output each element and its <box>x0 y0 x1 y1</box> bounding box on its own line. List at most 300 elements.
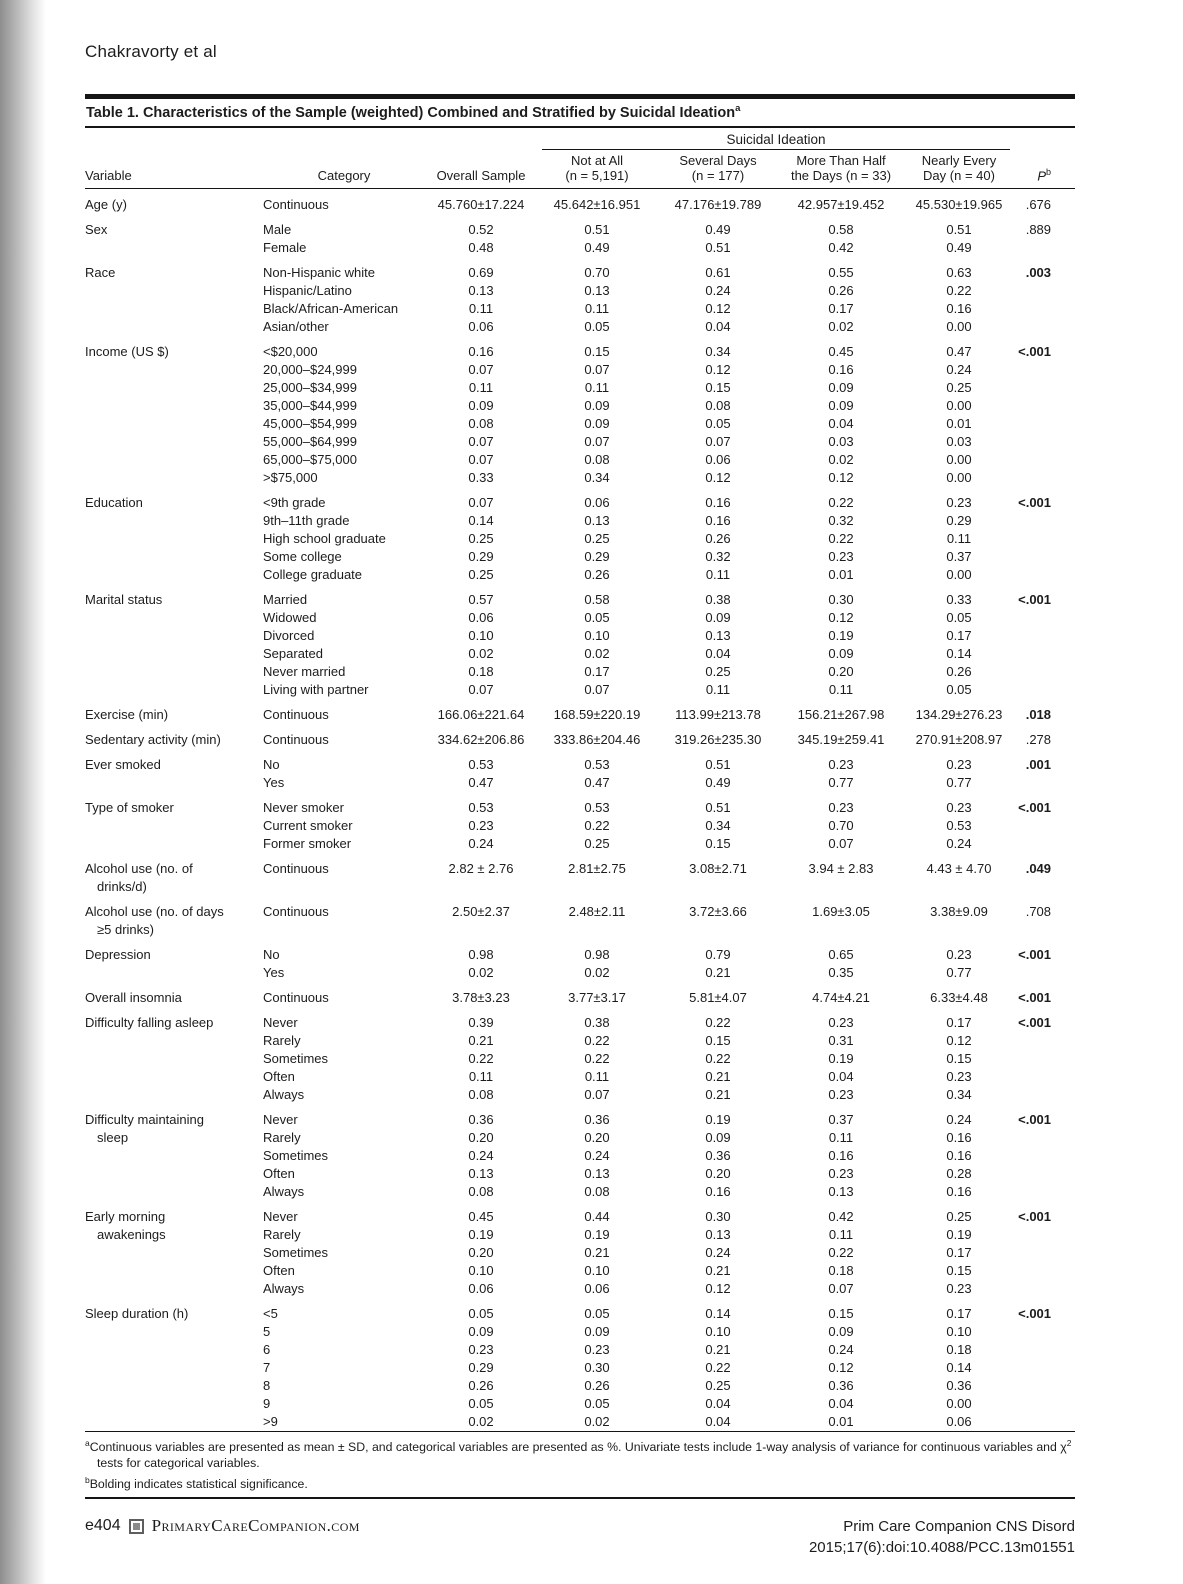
value-cell: 113.99±213.78 <box>675 706 761 722</box>
value-cell: 0.11 <box>584 300 610 316</box>
table-row <box>85 1201 1075 1226</box>
value-cell: 0.16 <box>946 1183 972 1199</box>
value-cell: 0.06 <box>705 451 731 467</box>
table-row <box>85 1007 1075 1032</box>
value-cell: 0.53 <box>468 799 494 815</box>
variable-label: ≥5 drinks) <box>97 921 154 937</box>
value-cell: 0.06 <box>584 494 610 510</box>
value-cell: 0.51 <box>705 239 731 255</box>
value-cell: 0.53 <box>946 817 972 833</box>
category-cell: Continuous <box>263 731 329 747</box>
value-cell: 0.13 <box>468 1165 494 1181</box>
variable-label: Alcohol use (no. of <box>85 860 193 876</box>
value-cell: 0.01 <box>946 415 972 431</box>
col-header-line: (n = 5,191) <box>565 168 629 184</box>
value-cell: 0.05 <box>584 1305 610 1321</box>
p-value-cell: .018 <box>1025 706 1052 722</box>
value-cell: 0.30 <box>705 1208 731 1224</box>
value-cell: 0.04 <box>705 318 731 334</box>
value-cell: 0.09 <box>705 609 731 625</box>
table-title <box>85 94 1075 128</box>
value-cell: 0.13 <box>468 282 494 298</box>
value-cell: 0.33 <box>468 469 494 485</box>
variable-cell <box>85 939 263 982</box>
value-cell: 0.18 <box>828 1262 854 1278</box>
value-cell: 0.12 <box>828 1359 854 1375</box>
value-cell: 0.24 <box>828 1341 854 1357</box>
footer-left <box>85 1516 360 1536</box>
value-cell: 0.23 <box>946 799 972 815</box>
value-cell: 0.12 <box>828 609 854 625</box>
category-cell: 5 <box>263 1323 271 1339</box>
value-cell: 0.42 <box>828 239 854 255</box>
value-cell: 0.10 <box>705 1323 731 1339</box>
value-cell: 0.77 <box>946 774 972 790</box>
value-cell: 0.09 <box>705 1129 731 1145</box>
value-cell: 0.11 <box>584 1068 610 1084</box>
category-cell: Never <box>263 1208 298 1224</box>
value-cell: 3.72±3.66 <box>689 903 747 919</box>
value-cell: 0.06 <box>584 1280 610 1296</box>
value-cell: 0.09 <box>828 645 854 661</box>
value-cell: 2.81±2.75 <box>568 860 626 876</box>
value-cell: 0.21 <box>705 1086 731 1102</box>
value-cell: 0.25 <box>946 379 972 395</box>
table-row <box>85 792 1075 817</box>
category-cell: Continuous <box>263 860 329 876</box>
variable-label: Difficulty falling asleep <box>85 1014 214 1030</box>
value-cell: 0.16 <box>828 361 854 377</box>
value-cell: 3.38±9.09 <box>930 903 988 919</box>
col-header-line: (n = 177) <box>691 168 745 184</box>
value-cell: 0.29 <box>946 512 972 528</box>
value-cell: 0.20 <box>468 1129 494 1145</box>
value-cell: 0.03 <box>828 433 854 449</box>
value-cell: 0.23 <box>828 548 854 564</box>
category-cell: Sometimes <box>263 1244 329 1260</box>
value-cell: 0.12 <box>705 300 731 316</box>
value-cell: 0.02 <box>584 1413 610 1429</box>
value-cell: 0.14 <box>946 1359 972 1375</box>
table-row <box>85 853 1075 896</box>
value-cell: 0.12 <box>946 1032 972 1048</box>
value-cell: 0.09 <box>584 1323 610 1339</box>
value-cell: 0.15 <box>946 1050 972 1066</box>
value-cell: 0.00 <box>946 451 972 467</box>
value-cell: 270.91±208.97 <box>915 731 1003 747</box>
table-row <box>85 982 1075 1007</box>
value-cell: 0.24 <box>946 1111 972 1127</box>
value-cell: 0.51 <box>705 756 731 772</box>
value-cell: 0.26 <box>468 1377 494 1393</box>
value-cell: 0.13 <box>584 1165 610 1181</box>
table-row <box>85 1104 1075 1129</box>
value-cell: 0.05 <box>584 318 610 334</box>
variable-label: sleep <box>97 1129 129 1145</box>
col-header-line: Several Days <box>679 152 757 168</box>
value-cell: 0.29 <box>468 548 494 564</box>
value-cell: 0.23 <box>946 494 972 510</box>
value-cell: 0.07 <box>828 835 854 851</box>
variable-label: Exercise (min) <box>85 706 169 722</box>
value-cell: 0.23 <box>946 1068 972 1084</box>
table-footnotes <box>85 1432 1075 1499</box>
value-cell: 0.34 <box>705 817 731 833</box>
value-cell: 3.08±2.71 <box>689 860 747 876</box>
footnote-a <box>85 1435 1075 1472</box>
category-cell: Divorced <box>263 627 315 643</box>
value-cell: 0.36 <box>705 1147 731 1163</box>
variable-label: Alcohol use (no. of days <box>85 903 224 919</box>
value-cell: 0.02 <box>584 964 610 980</box>
value-cell: 0.13 <box>705 627 731 643</box>
category-cell: College graduate <box>263 566 363 582</box>
variable-label: Age (y) <box>85 196 127 212</box>
value-cell: 0.11 <box>705 566 731 582</box>
p-value-cell: .049 <box>1025 860 1052 876</box>
value-cell: 0.31 <box>828 1032 854 1048</box>
value-cell: 0.08 <box>584 1183 610 1199</box>
variable-label: Race <box>85 264 116 280</box>
value-cell: 0.34 <box>946 1086 972 1102</box>
value-cell: 0.22 <box>705 1014 731 1030</box>
variable-label: awakenings <box>97 1226 166 1242</box>
variable-label: Early morning <box>85 1208 166 1224</box>
value-cell: 42.957±19.452 <box>797 196 885 212</box>
value-cell: 0.09 <box>584 415 610 431</box>
value-cell: 45.642±16.951 <box>553 196 641 212</box>
value-cell: 0.26 <box>828 282 854 298</box>
variable-label: Sleep duration (h) <box>85 1305 189 1321</box>
value-cell: 0.22 <box>828 494 854 510</box>
value-cell: 0.04 <box>705 1395 731 1411</box>
value-cell: 0.24 <box>468 835 494 851</box>
value-cell: 0.17 <box>946 1305 972 1321</box>
value-cell: 0.63 <box>946 264 972 280</box>
value-cell: 0.18 <box>468 663 494 679</box>
category-cell: Hispanic/Latino <box>263 282 352 298</box>
value-cell: 0.07 <box>584 433 610 449</box>
value-cell: 0.11 <box>828 1226 854 1242</box>
value-cell: 0.29 <box>584 548 610 564</box>
category-cell: Often <box>263 1262 295 1278</box>
value-cell: 0.36 <box>468 1111 494 1127</box>
value-cell: 0.16 <box>946 300 972 316</box>
value-cell: 0.15 <box>828 1305 854 1321</box>
value-cell: 0.23 <box>946 1280 972 1296</box>
value-cell: 0.98 <box>584 946 610 962</box>
value-cell: 0.12 <box>705 361 731 377</box>
footnote-b-marker: b <box>85 1474 90 1485</box>
chi-symbol: χ <box>1060 1439 1067 1454</box>
category-cell: 9 <box>263 1395 271 1411</box>
value-cell: 0.22 <box>705 1359 731 1375</box>
value-cell: 0.09 <box>468 1323 494 1339</box>
value-cell: 0.14 <box>468 512 494 528</box>
value-cell: 0.07 <box>468 494 494 510</box>
value-cell: 0.06 <box>468 1280 494 1296</box>
table-row <box>85 584 1075 609</box>
variable-label: Difficulty maintaining <box>85 1111 204 1127</box>
table-row <box>85 257 1075 282</box>
value-cell: 0.16 <box>946 1147 972 1163</box>
category-cell: Black/African-American <box>263 300 399 316</box>
value-cell: 0.21 <box>705 1341 731 1357</box>
value-cell: 0.05 <box>946 609 972 625</box>
footnote-a-marker: a <box>85 1437 90 1448</box>
table-row <box>85 699 1075 724</box>
value-cell: 0.32 <box>828 512 854 528</box>
value-cell: 0.10 <box>468 1262 494 1278</box>
value-cell: 0.22 <box>584 817 610 833</box>
value-cell: 0.23 <box>828 799 854 815</box>
value-cell: 0.21 <box>468 1032 494 1048</box>
value-cell: 0.20 <box>828 663 854 679</box>
variable-cell <box>85 896 263 939</box>
value-cell: 0.11 <box>468 300 494 316</box>
value-cell: 0.07 <box>468 361 494 377</box>
value-cell: 0.39 <box>468 1014 494 1030</box>
value-cell: 0.98 <box>468 946 494 962</box>
citation <box>809 1516 1075 1558</box>
value-cell: 0.10 <box>946 1323 972 1339</box>
value-cell: 0.61 <box>705 264 731 280</box>
value-cell: 0.09 <box>828 397 854 413</box>
value-cell: 0.06 <box>468 318 494 334</box>
category-cell: Continuous <box>263 989 329 1005</box>
value-cell: 1.69±3.05 <box>812 903 870 919</box>
value-cell: 0.22 <box>828 530 854 546</box>
category-cell: Often <box>263 1068 295 1084</box>
table-body <box>85 188 1075 1431</box>
value-cell: 0.07 <box>468 681 494 697</box>
value-cell: 0.04 <box>828 415 854 431</box>
variable-cell <box>85 749 263 792</box>
value-cell: 0.25 <box>705 1377 731 1393</box>
category-cell: Widowed <box>263 609 317 625</box>
col-header-variable: Variable <box>85 150 263 189</box>
value-cell: 0.04 <box>828 1068 854 1084</box>
p-symbol: P <box>1037 168 1046 184</box>
value-cell: 0.23 <box>468 817 494 833</box>
value-cell: 0.05 <box>584 609 610 625</box>
p-value-cell: .708 <box>1025 903 1052 919</box>
value-cell: 0.05 <box>946 681 972 697</box>
category-cell: Separated <box>263 645 323 661</box>
value-cell: 0.52 <box>468 221 494 237</box>
value-cell: 0.11 <box>468 1068 494 1084</box>
value-cell: 0.10 <box>468 627 494 643</box>
value-cell: 0.00 <box>946 1395 972 1411</box>
col-header-nearly-every-day <box>903 150 1015 189</box>
category-cell: Never smoker <box>263 799 344 815</box>
category-cell: Always <box>263 1086 305 1102</box>
category-cell: Some college <box>263 548 342 564</box>
value-cell: 0.15 <box>705 1032 731 1048</box>
col-header-category: Category <box>263 150 425 189</box>
p-value-cell: <.001 <box>1018 1014 1052 1030</box>
p-value-cell: <.001 <box>1018 591 1052 607</box>
value-cell: 0.08 <box>705 397 731 413</box>
category-cell: Yes <box>263 964 285 980</box>
value-cell: 0.20 <box>468 1244 494 1260</box>
category-cell: Living with partner <box>263 681 369 697</box>
value-cell: 2.48±2.11 <box>568 903 626 919</box>
value-cell: 0.25 <box>468 530 494 546</box>
value-cell: 0.25 <box>584 835 610 851</box>
category-cell: Always <box>263 1183 305 1199</box>
value-cell: 0.20 <box>584 1129 610 1145</box>
value-cell: 0.17 <box>946 1244 972 1260</box>
value-cell: 0.07 <box>828 1280 854 1296</box>
value-cell: 0.21 <box>584 1244 610 1260</box>
value-cell: 0.29 <box>468 1359 494 1375</box>
category-cell: >$75,000 <box>263 469 318 485</box>
running-head: Chakravorty et al <box>85 42 217 61</box>
value-cell: 0.02 <box>584 645 610 661</box>
value-cell: 0.12 <box>705 469 731 485</box>
value-cell: 0.08 <box>468 1086 494 1102</box>
value-cell: 0.14 <box>705 1305 731 1321</box>
value-cell: 0.34 <box>705 343 731 359</box>
value-cell: 0.24 <box>705 1244 731 1260</box>
value-cell: 0.06 <box>946 1413 972 1429</box>
value-cell: 0.19 <box>946 1226 972 1242</box>
journal-logo-icon <box>129 1519 144 1534</box>
citation-journal: Prim Care Companion CNS Disord <box>843 1518 1075 1535</box>
value-cell: 0.08 <box>584 451 610 467</box>
p-value-cell: <.001 <box>1018 989 1052 1005</box>
value-cell: 0.04 <box>828 1395 854 1411</box>
variable-cell <box>85 1104 263 1201</box>
value-cell: 0.15 <box>584 343 610 359</box>
col-header-more-than-half <box>779 150 903 189</box>
variable-cell <box>85 699 263 724</box>
value-cell: 0.23 <box>828 1086 854 1102</box>
value-cell: 4.74±4.21 <box>812 989 870 1005</box>
value-cell: 156.21±267.98 <box>797 706 885 722</box>
value-cell: 0.58 <box>828 221 854 237</box>
category-cell: 6 <box>263 1341 271 1357</box>
category-cell: Female <box>263 239 307 255</box>
value-cell: 0.00 <box>946 318 972 334</box>
variable-cell <box>85 792 263 853</box>
citation-doi: 2015;17(6):doi:10.4088/PCC.13m01551 <box>808 1539 1075 1556</box>
value-cell: 0.22 <box>584 1050 610 1066</box>
variable-label: drinks/d) <box>97 878 147 894</box>
p-value-cell: <.001 <box>1018 494 1052 510</box>
value-cell: 0.11 <box>828 681 854 697</box>
category-cell: 7 <box>263 1359 271 1375</box>
page-number: e404 <box>85 1517 121 1534</box>
table-row <box>85 188 1075 214</box>
value-cell: 0.35 <box>828 964 854 980</box>
value-cell: 0.07 <box>468 433 494 449</box>
value-cell: 0.23 <box>946 756 972 772</box>
value-cell: 3.94 ± 2.83 <box>808 860 874 876</box>
value-cell: 0.17 <box>584 663 610 679</box>
value-cell: 0.48 <box>468 239 494 255</box>
value-cell: 0.08 <box>468 415 494 431</box>
col-header-overall-sample: Overall Sample <box>425 150 537 189</box>
category-cell: Rarely <box>263 1032 301 1048</box>
variable-cell <box>85 853 263 896</box>
spanner-suicidal-ideation: Suicidal Ideation <box>542 132 1010 150</box>
value-cell: 0.19 <box>828 627 854 643</box>
value-cell: 0.08 <box>468 1183 494 1199</box>
p-value-cell: <.001 <box>1018 799 1052 815</box>
value-cell: 0.07 <box>705 433 731 449</box>
p-value-cell: <.001 <box>1018 1111 1052 1127</box>
value-cell: 0.17 <box>946 1014 972 1030</box>
variable-label: Income (US $) <box>85 343 169 359</box>
value-cell: 0.12 <box>828 469 854 485</box>
value-cell: 0.47 <box>468 774 494 790</box>
value-cell: 0.51 <box>705 799 731 815</box>
value-cell: 0.24 <box>946 361 972 377</box>
value-cell: 0.10 <box>584 1262 610 1278</box>
value-cell: 0.07 <box>584 681 610 697</box>
value-cell: 166.06±221.64 <box>437 706 525 722</box>
category-cell: Never married <box>263 663 346 679</box>
value-cell: 0.22 <box>584 1032 610 1048</box>
category-cell: Current smoker <box>263 817 353 833</box>
p-value-cell: .001 <box>1025 756 1052 772</box>
value-cell: 0.16 <box>946 1129 972 1145</box>
value-cell: 0.23 <box>946 946 972 962</box>
value-cell: 0.26 <box>584 1377 610 1393</box>
value-cell: 0.07 <box>468 451 494 467</box>
variable-cell <box>85 1298 263 1432</box>
value-cell: 333.86±204.46 <box>553 731 641 747</box>
value-cell: 0.19 <box>468 1226 494 1242</box>
variable-label: Education <box>85 494 143 510</box>
category-cell: No <box>263 756 280 772</box>
category-cell: 8 <box>263 1377 271 1393</box>
value-cell: 0.23 <box>584 1341 610 1357</box>
value-cell: 0.10 <box>584 627 610 643</box>
variable-label: Ever smoked <box>85 756 161 772</box>
value-cell: 0.24 <box>705 282 731 298</box>
category-cell: <$20,000 <box>263 343 318 359</box>
value-cell: 0.36 <box>828 1377 854 1393</box>
value-cell: 3.78±3.23 <box>452 989 510 1005</box>
value-cell: 0.30 <box>584 1359 610 1375</box>
variable-cell <box>85 724 263 749</box>
value-cell: 0.19 <box>828 1050 854 1066</box>
table-row <box>85 939 1075 964</box>
value-cell: 0.03 <box>946 433 972 449</box>
p-value-cell: <.001 <box>1018 343 1052 359</box>
category-cell: Asian/other <box>263 318 329 334</box>
value-cell: 0.16 <box>705 494 731 510</box>
value-cell: 134.29±276.23 <box>915 706 1003 722</box>
value-cell: 0.49 <box>946 239 972 255</box>
variable-cell <box>85 982 263 1007</box>
value-cell: 0.11 <box>584 379 610 395</box>
value-cell: 0.47 <box>946 343 972 359</box>
chi-exponent: 2 <box>1066 1437 1072 1448</box>
value-cell: 0.13 <box>584 282 610 298</box>
category-cell: 65,000–$75,000 <box>263 451 357 467</box>
value-cell: 0.09 <box>468 397 494 413</box>
variable-cell <box>85 1007 263 1104</box>
table-row <box>85 896 1075 939</box>
value-cell: 0.16 <box>705 1183 731 1199</box>
value-cell: 0.37 <box>946 548 972 564</box>
value-cell: 45.530±19.965 <box>915 196 1003 212</box>
category-cell: Former smoker <box>263 835 352 851</box>
